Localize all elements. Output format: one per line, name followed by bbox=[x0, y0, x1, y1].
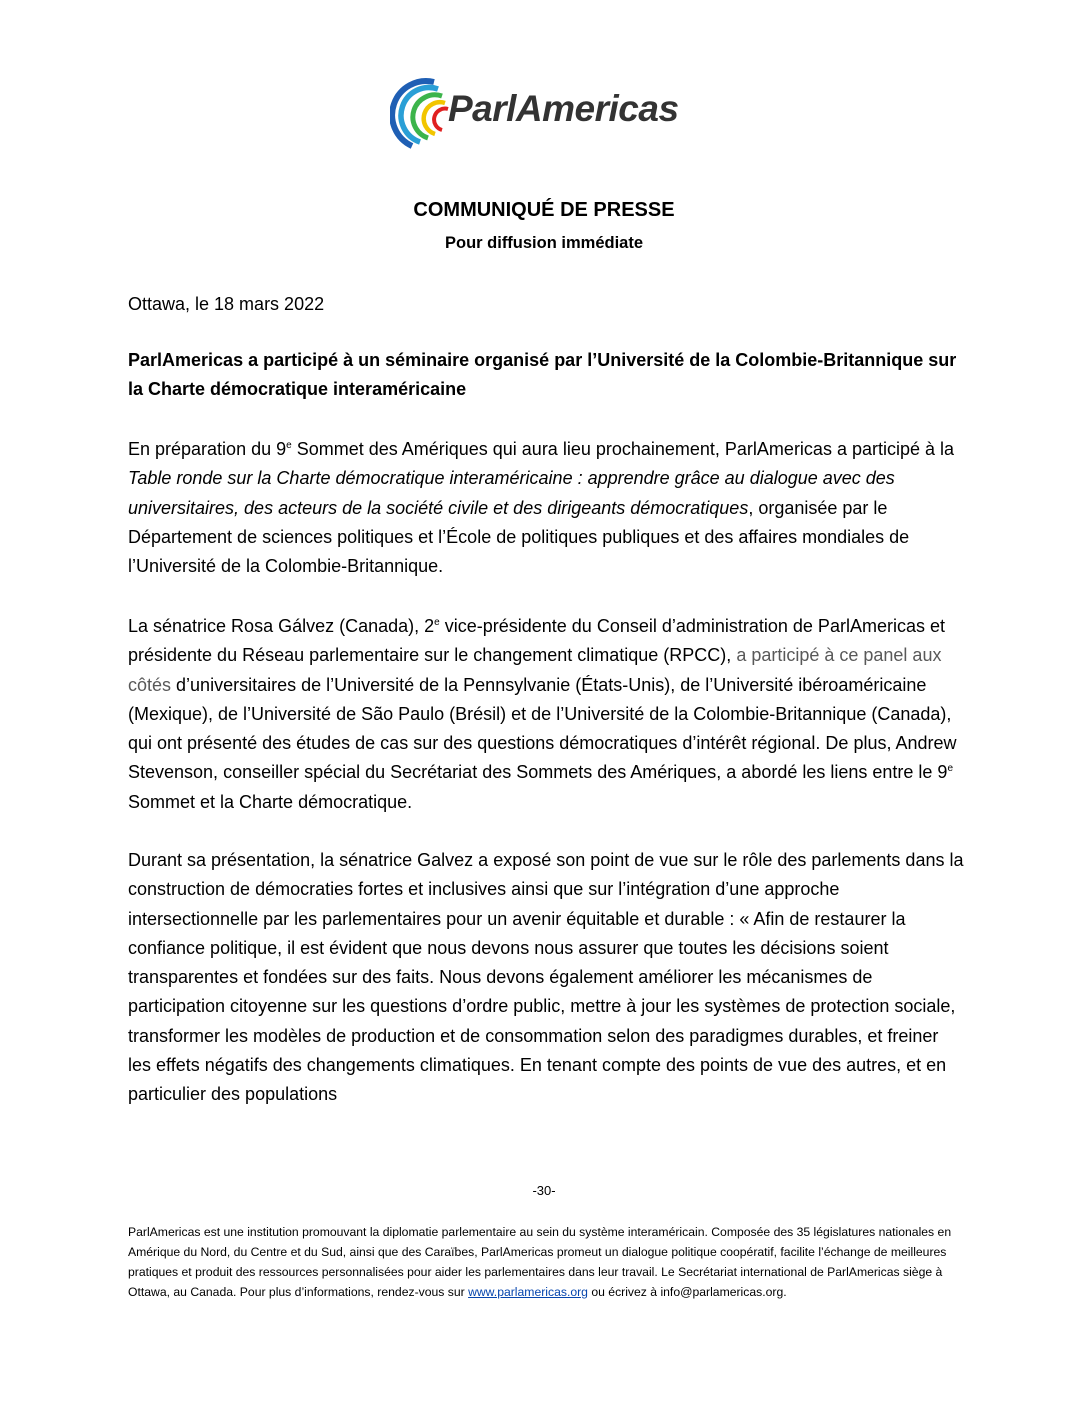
dateline: Ottawa, le 18 mars 2022 bbox=[128, 294, 325, 314]
paragraph-2-text-c: d’universitaires de l’Université de la Pennsylvanie (États-Unis), de l’Université ibéroaméricaine (Mexique), de l’Université de São Paulo (Brésil) et de l’Université de la Colombie-Britannique (Canada), qui ont présenté des études de cas sur des questions démocratiques d’intérêt régional. De plus, Andrew Stevenson, conseiller spécial du Secrétariat des Sommets des Amériques, a abordé les liens entre le 9 bbox=[128, 674, 957, 783]
paragraph-2-text-b: vice-présidente du Conseil d’administration de ParlAmericas et présidente du Réseau parlementaire sur le changement climatique (RPCC), bbox=[128, 616, 945, 666]
document-subtitle: Pour diffusion immédiate bbox=[444, 234, 644, 252]
paragraph-1 bbox=[128, 435, 964, 581]
footer-text-b: ou écrivez à info@parlamericas.org. bbox=[587, 1285, 787, 1299]
paragraph-2-superscript-a: e bbox=[434, 617, 440, 628]
parlamericas-logo bbox=[390, 76, 710, 156]
paragraph-2-gray-text: a participé à ce panel aux côtés bbox=[128, 645, 942, 695]
paragraph-1-text-b: Sommet des Amériques qui aura lieu prochainement, ParlAmericas a participé à la bbox=[291, 439, 955, 459]
footer-text-a: ParlAmericas est une institution promouvant la diplomatie parlementaire au sein du système interaméricain. Composée des 35 législatures nationales en Amérique du Nord, du Centre et du Sud, ainsi que des Caraïbes, ParlAmericas promeut un dialogue politique coopératif, facilite l’échange de meilleures pratiques et produit des ressources personnalisées pour aider les parlementaires dans leur travail. Le Secrétariat international de ParlAmericas siège à Ottawa, au Canada. Pour plus d’informations, rendez-vous sur bbox=[128, 1225, 952, 1299]
paragraph-3: Durant sa présentation, la sénatrice Galvez a exposé son point de vue sur le rôle des parlements dans la construction de démocraties fortes et inclusives ainsi que sur l’intégration d’une approche intersectionnelle par les parlementaires pour un avenir équitable et durable : « Afin de restaurer la confiance politique, il est évident que nous devons nous assurer que toutes les décisions soient transparentes et fondées sur des faits. Nous devons également améliorer les mécanismes de participation citoyenne sur les questions d’ordre public, mettre à jour les systèmes de protection sociale, transformer les modèles de production et de consommation selon des paradigmes durables, et freiner les effets négatifs des changements climatiques. En tenant compte des points de vue des autres, et en particulier des populations bbox=[128, 850, 964, 1105]
paragraph-2 bbox=[128, 612, 964, 817]
paragraph-2-text-d: Sommet et la Charte démocratique. bbox=[128, 791, 413, 812]
paragraph-1-superscript: e bbox=[286, 440, 292, 451]
document-title: COMMUNIQUÉ DE PRESSE bbox=[413, 199, 675, 221]
paragraph-1-text-c: , organisée par le Département de sciences politiques et l’École de politiques publiques et des affaires mondiales de l’Université de la Colombie-Britannique. bbox=[128, 497, 910, 577]
headline: ParlAmericas a participé à un séminaire organisé par l’Université de la Colombie-Britannique sur la Charte démocratique interaméricaine bbox=[128, 350, 957, 400]
footer-boilerplate bbox=[128, 1222, 960, 1302]
paragraph-1-italic-title: Table ronde sur la Charte démocratique interaméricaine : apprendre grâce au dialogue avec des universitaires, des acteurs de la société civile et des dirigeants démocratiques bbox=[128, 468, 895, 518]
footer-website-link[interactable]: www.parlamericas.org bbox=[468, 1285, 588, 1299]
paragraph-2-superscript-b: e bbox=[947, 763, 954, 775]
paragraph-2-text-a: La sénatrice Rosa Gálvez (Canada), 2 bbox=[128, 616, 435, 636]
logo-wordmark: ParlAmericas bbox=[448, 88, 679, 129]
paragraph-1-text-a: En préparation du 9 bbox=[128, 439, 287, 459]
page-end-marker: -30- bbox=[532, 1183, 556, 1198]
